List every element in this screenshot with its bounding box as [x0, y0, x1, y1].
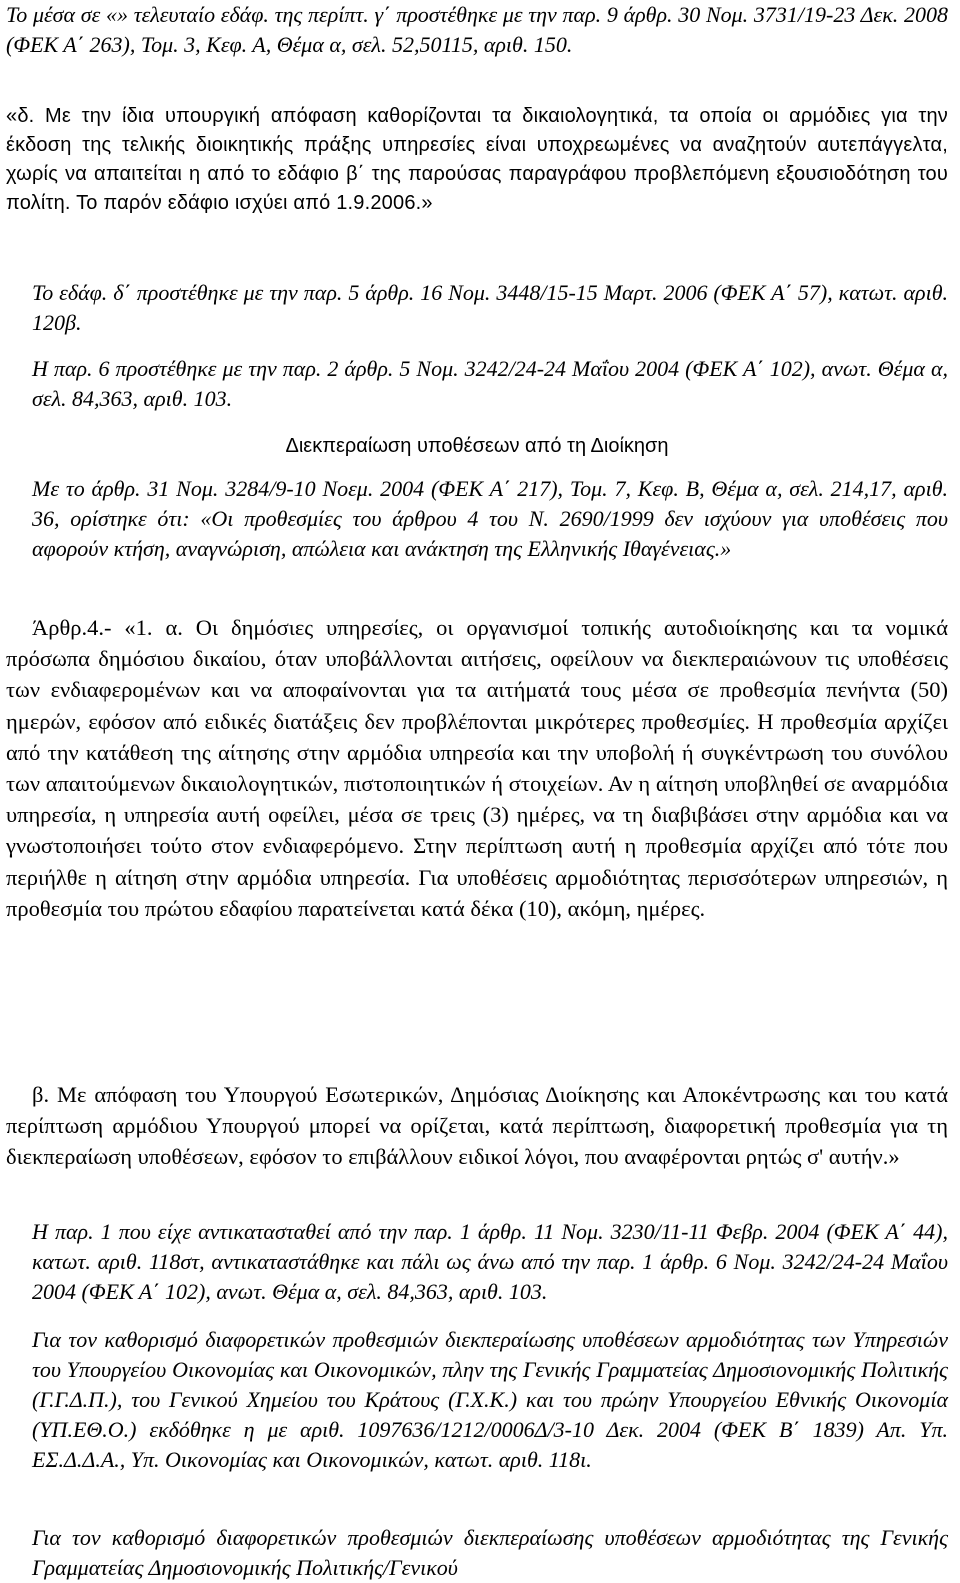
note-paragraph-1: Η παρ. 1 που είχε αντικατασταθεί από την παρ. 1 άρθρ. 11 Νομ. 3230/11-11 Φεβρ. 2004 (ΦΕΚ Α΄ 44), κατωτ. αριθ. 118στ, αντικαταστάθηκε και πάλι ως άνω από την παρ. 1 άρθρ. 6 Νομ. 3242/24-24 Μαΐου 2004 (ΦΕΚ Α΄ 102), ανωτ. Θέμα α, σελ. 84,363, αριθ. 103.	[32, 1219, 948, 1304]
section-heading: Διεκπεραίωση υποθέσεων από τη Διοίκηση	[285, 435, 669, 457]
article-4-paragraph-a: Άρθρ.4.- «1. α. Οι δημόσιες υπηρεσίες, οι οργανισμοί τοπικής αυτοδιοίκησης και τα νομικά πρόσωπα δημόσιου δικαίου, όταν υποβάλλονται αιτήσεις, οφείλουν να διεκπεραιώνουν τις υποθέσεις των ενδιαφερομένων και να αποφαίνονται για τα αιτήματά τους μέσα σε προθεσμία πενήντα (50) ημερών, εφόσον από ειδικές διατάξεις δεν προβλέπονται μικρότερες προθεσμίες. Η προθεσμία αρχίζει από την κατάθεση της αίτησης στην αρμόδια υπηρεσία και την υποβολή ή συγκέντρωση του συνόλου των απαιτούμενων δικαιολογητικών, πιστοποιητικών ή στοιχείων. Αν η αίτηση υποβληθεί σε αναρμόδια υπηρεσία, η υπηρεσία αυτή οφείλει, μέσα σε τρεις (3) ημέρες, να τη διαβιβάσει στην αρμόδια και να γνωστοποιήσει τούτο στον ενδιαφερόμενο. Στην περίπτωση αυτή η προθεσμία αρχίζει από τότε που περιήλθε η αίτηση στην αρμόδια υπηρεσία. Για υποθέσεις αρμοδιότητας περισσότερων υπηρεσιών, η προθεσμία του πρώτου εδαφίου παρατείνεται κατά δέκα (10), ακόμη, ημέρες.	[6, 615, 948, 921]
note-paragraph-d: Το εδάφ. δ΄ προστέθηκε με την παρ. 5 άρθρ. 16 Νομ. 3448/15-15 Μαρτ. 2006 (ΦΕΚ Α΄ 57), κατωτ. αριθ. 120β.	[32, 280, 948, 335]
note-ministry-1: Για τον καθορισμό διαφορετικών προθεσμιών διεκπεραίωσης υποθέσεων αρμοδιότητας των Υπηρεσιών του Υπουργείου Οικονομίας και Οικονομικών, πλην της Γενικής Γραμματείας Δημοσιονομικής Πολιτικής (Γ.Γ.Δ.Π.), του Γενικού Χημείου του Κράτους (Γ.Χ.Κ.) και του πρώην Υπουργείου Εθνικής Οικονομία (ΥΠ.ΕΘ.Ο.) εκδόθηκε η με αριθ. 1097636/1212/0006Δ/3-10 Δεκ. 2004 (ΦΕΚ Β΄ 1839) Απ. Υπ. ΕΣ.Δ.Δ.Α., Υπ. Οικονομίας και Οικονομικών, κατωτ. αριθ. 118ι.	[32, 1327, 948, 1472]
note-paragraph-6: Η παρ. 6 προστέθηκε με την παρ. 2 άρθρ. 5 Νομ. 3242/24-24 Μαΐου 2004 (ΦΕΚ Α΄ 102), ανωτ. Θέμα α, σελ. 84,363, αριθ. 103.	[32, 356, 948, 411]
article-4-paragraph-b: β. Με απόφαση του Υπουργού Εσωτερικών, Δημόσιας Διοίκησης και Αποκέντρωσης και του κατά περίπτωση αρμόδιου Υπουργού μπορεί να ορίζεται, κατά περίπτωση, διαφορετική προθεσμία για τη διεκπεραίωση υποθέσεων, εφόσον το επιβάλλουν ειδικοί λόγοι, που αναφέρονται ρητώς σ' αυτήν.»	[6, 1082, 948, 1170]
note-ministry-2: Για τον καθορισμό διαφορετικών προθεσμιών διεκπεραίωσης υποθέσεων αρμοδιότητας της Γενικής Γραμματείας Δημοσιονομικής Πολιτικής/Γενικού	[32, 1525, 948, 1580]
note-top: Το μέσα σε «» τελευταίο εδάφ. της περίπτ. γ΄ προστέθηκε με την παρ. 9 άρθρ. 30 Νομ. 3731/19-23 Δεκ. 2008 (ΦΕΚ Α΄ 263), Τομ. 3, Κεφ. Α, Θέμα α, σελ. 52,50115, αριθ. 150.	[6, 2, 948, 57]
note-article-31: Με το άρθρ. 31 Νομ. 3284/9-10 Νοεμ. 2004 (ΦΕΚ Α΄ 217), Τομ. 7, Κεφ. Β, Θέμα α, σελ. 214,17, αριθ. 36, ορίστηκε ότι: «Οι προθεσμίες του άρθρου 4 του Ν. 2690/1999 δεν ισχύουν για υποθέσεις που αφορούν κτήση, αναγνώριση, απώλεια και ανάκτηση της Ελληνικής Ιθαγένειας.»	[32, 476, 948, 561]
paragraph-d: «δ. Με την ίδια υπουργική απόφαση καθορίζονται τα δικαιολογητικά, τα οποία οι αρμόδιες για την έκδοση της τελικής διοικητικής πράξης υπηρεσίες είναι υποχρεωμένες να αναζητούν αυτεπάγγελτα, χωρίς να απαιτείται η από το εδάφιο β΄ της παρούσας παραγράφου προβλεπόμενη εξουσιοδότηση του πολίτη. Το παρόν εδάφιο ισχύει από 1.9.2006.»	[6, 105, 948, 214]
